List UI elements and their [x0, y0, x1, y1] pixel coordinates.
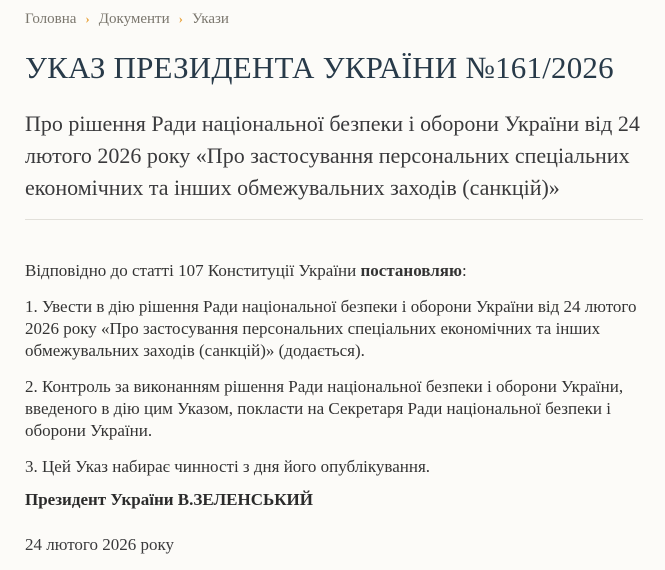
decree-subtitle: Про рішення Ради національної безпеки і оборони України від 24 лютого 2026 року «Про застосування персональних спеціальних економічних та інших обмежувальних заходів (санкцій)»: [25, 111, 640, 200]
intro-text: Відповідно до статті 107 Конституції України: [25, 261, 361, 280]
decree-paragraph-1: 1. Увести в дію рішення Ради національної безпеки і оборони України від 24 лютого 2026 року «Про застосування персональних спеціальних економічних та інших обмежувальних заходів (санкцій)» (додається).: [25, 297, 637, 360]
page-title: УКАЗ ПРЕЗИДЕНТА УКРАЇНИ №161/2026: [25, 50, 614, 85]
intro-bold-text: постановляю: [360, 261, 462, 280]
intro-paragraph: [25, 260, 643, 282]
breadcrumb-decrees-link[interactable]: Укази: [191, 11, 229, 27]
divider: [25, 219, 643, 220]
breadcrumb-home-link[interactable]: Головна: [25, 11, 77, 27]
signature-line: Президент України В.ЗЕЛЕНСЬКИЙ: [25, 490, 313, 509]
breadcrumb: [25, 10, 643, 28]
decree-paragraph-3: 3. Цей Указ набирає чинності з дня його опублікування.: [25, 457, 431, 476]
breadcrumb-documents-link[interactable]: Документи: [98, 11, 170, 27]
chevron-right-icon: ›: [178, 11, 183, 26]
decree-paragraph-2: 2. Контроль за виконанням рішення Ради національної безпеки і оборони України, введеного в дію цим Указом, покласти на Секретаря Ради національної безпеки і оборони України.: [25, 377, 624, 440]
decree-date: 24 лютого 2026 року: [25, 535, 174, 554]
intro-suffix-text: :: [461, 261, 467, 280]
chevron-right-icon: ›: [85, 11, 90, 26]
